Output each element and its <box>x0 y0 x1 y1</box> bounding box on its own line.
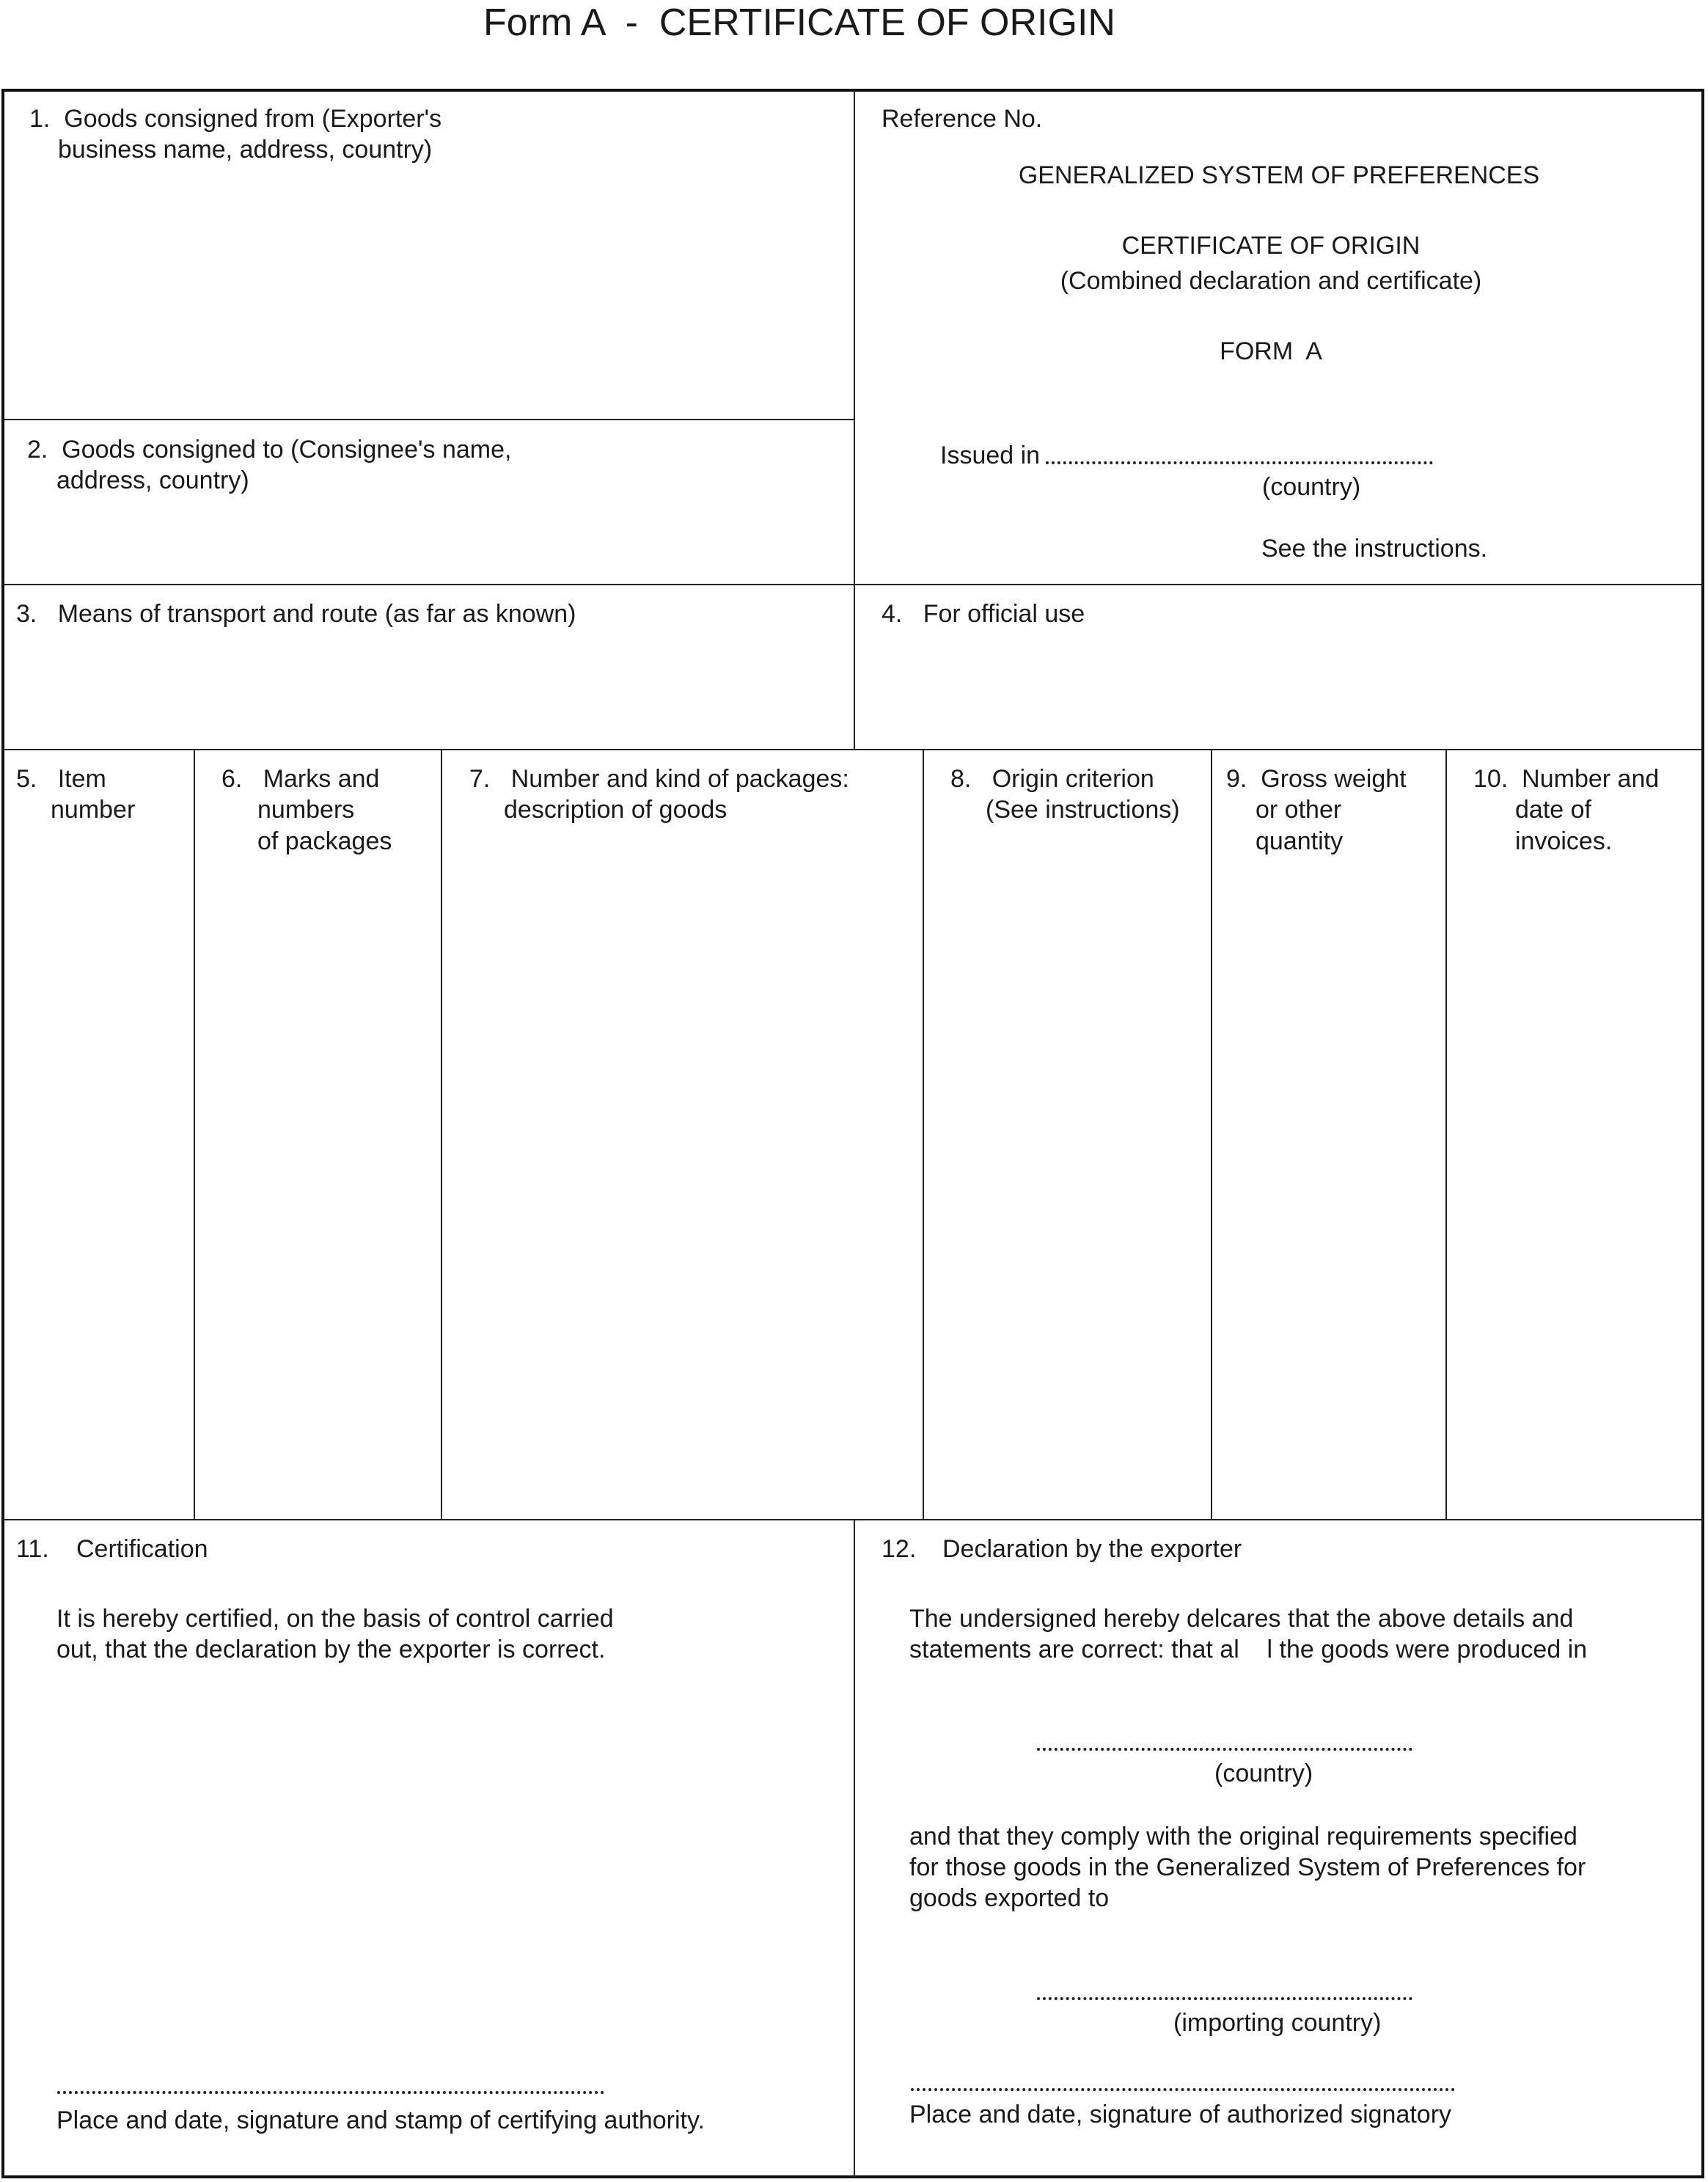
divider-box1-box2 <box>3 419 854 420</box>
exporter-signature-field[interactable] <box>911 2088 1455 2091</box>
divider-col5-6 <box>194 750 195 1520</box>
column-header-invoices: 10. Number and <box>1473 765 1660 793</box>
divider-col6-7 <box>441 750 442 1520</box>
box11-label: Certification <box>76 1535 208 1563</box>
divider-row2 <box>3 584 1703 585</box>
declaration-text: and that they comply with the original requirements specified <box>909 1823 1577 1850</box>
box4-label: 4. For official use <box>882 600 1085 628</box>
column-header-gross-weight: quantity <box>1256 827 1344 855</box>
column-header-origin-criterion: (See instructions) <box>986 796 1180 824</box>
reference-no-label: Reference No. <box>882 105 1043 133</box>
column-header-item-number: 5. Item <box>16 765 106 793</box>
box2-label: 2. Goods consigned to (Consignee's name, <box>27 436 512 464</box>
box3-label: 3. Means of transport and route (as far as known) <box>16 600 576 628</box>
box1-label: business name, address, country) <box>58 136 433 164</box>
column-header-packages: description of goods <box>504 796 727 824</box>
issued-in-country-label: (country) <box>1262 473 1361 501</box>
box11-number: 11. <box>16 1535 49 1563</box>
divider-middle-bottom <box>854 1520 855 2177</box>
production-country-label: (country) <box>1214 1760 1313 1787</box>
combined-declaration-heading: (Combined declaration and certificate) <box>1060 267 1482 295</box>
production-country-field[interactable] <box>1037 1748 1412 1751</box>
gsp-heading: GENERALIZED SYSTEM OF PREFERENCES <box>1018 161 1540 189</box>
column-header-gross-weight: 9. Gross weight <box>1226 765 1407 793</box>
divider-row4 <box>3 1519 1703 1520</box>
box1-label: 1. Goods consigned from (Exporter's <box>29 105 442 133</box>
declaration-text: for those goods in the Generalized System of Preferences for <box>909 1853 1586 1881</box>
box12-label: Declaration by the exporter <box>942 1535 1242 1563</box>
column-header-gross-weight: or other <box>1256 796 1342 824</box>
box12-number: 12. <box>882 1535 917 1563</box>
column-header-marks: numbers <box>257 796 355 824</box>
issued-in-label: Issued in <box>940 442 1041 469</box>
declaration-text: statements are correct: that al l the goods were produced in <box>909 1636 1588 1663</box>
declaration-text: goods exported to <box>909 1884 1110 1912</box>
declaration-text: The undersigned hereby delcares that the above details and <box>909 1605 1574 1633</box>
column-header-origin-criterion: 8. Origin criterion <box>950 765 1154 793</box>
page-title: Form A - CERTIFICATE OF ORIGIN <box>483 1 1115 44</box>
divider-col8-9 <box>1211 750 1212 1520</box>
issued-in-field[interactable] <box>1046 461 1433 464</box>
divider-col7-8 <box>923 750 924 1520</box>
column-header-marks: 6. Marks and <box>221 765 380 793</box>
see-instructions-text: See the instructions. <box>1261 535 1488 563</box>
divider-row3 <box>3 749 1703 750</box>
column-header-invoices: invoices. <box>1515 827 1613 855</box>
column-header-marks: of packages <box>257 827 392 855</box>
certifying-signature-label: Place and date, signature and stamp of certifying authority. <box>56 2106 705 2134</box>
box2-label: address, country) <box>56 466 249 494</box>
exporter-signature-label: Place and date, signature of authorized signatory <box>909 2101 1452 2128</box>
certification-text: out, that the declaration by the exporter is correct. <box>56 1636 606 1663</box>
importing-country-label: (importing country) <box>1173 2009 1382 2037</box>
column-header-packages: 7. Number and kind of packages: <box>469 765 849 793</box>
column-header-invoices: date of <box>1515 796 1591 824</box>
column-header-item-number: number <box>51 796 136 824</box>
importing-country-field[interactable] <box>1037 1997 1412 2000</box>
form-a-heading: FORM A <box>1220 337 1322 365</box>
divider-col9-10 <box>1445 750 1447 1520</box>
certifying-signature-field[interactable] <box>57 2091 604 2094</box>
certification-text: It is hereby certified, on the basis of control carried <box>56 1605 614 1633</box>
certificate-heading: CERTIFICATE OF ORIGIN <box>1121 232 1421 260</box>
